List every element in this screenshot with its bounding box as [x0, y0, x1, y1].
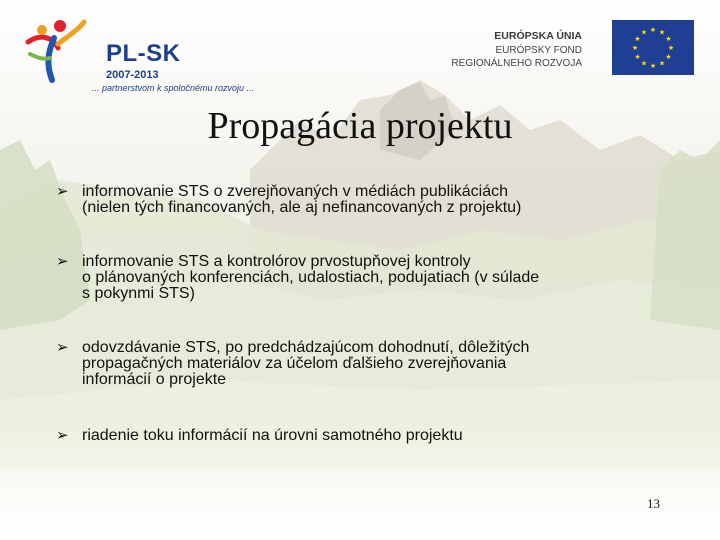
- svg-text:★: ★: [631, 44, 639, 52]
- svg-text:★: ★: [658, 59, 666, 68]
- svg-text:★: ★: [667, 44, 675, 52]
- bullet-line: informovanie STS a kontrolórov prvostupňovej kontroly: [82, 253, 471, 270]
- eu-logo: [450, 20, 700, 80]
- bullet-item: [56, 428, 463, 444]
- eu-line-3: REGIONÁLNEHO ROZVOJA: [451, 58, 582, 69]
- arrow-bullet-icon: ➢: [56, 183, 69, 200]
- svg-text:★: ★: [658, 28, 666, 37]
- arrow-bullet-icon: ➢: [56, 427, 69, 444]
- bullet-line: (nielen tých financovaných, ale aj nefinancovaných z projektu): [82, 199, 522, 216]
- svg-text:★: ★: [649, 62, 657, 70]
- arrow-bullet-icon: ➢: [56, 253, 69, 270]
- logo-years: 2007-2013: [106, 69, 159, 81]
- logo-title: PL-SK: [106, 40, 181, 67]
- arrow-bullet-icon: ➢: [56, 339, 69, 356]
- svg-text:★: ★: [665, 53, 672, 61]
- bullet-item: [56, 184, 521, 216]
- bullet-line: s pokynmi STS): [82, 285, 195, 302]
- svg-text:★: ★: [640, 28, 648, 37]
- bullet-line: o plánovaných konferenciách, udalostiach, podujatiach (v súlade: [82, 269, 540, 286]
- bullet-line: informácií o projekte: [82, 371, 227, 388]
- bullet-line: odovzdávanie STS, po predchádzajúcom dohodnutí, dôležitých: [82, 339, 530, 356]
- pl-sk-logo: [18, 14, 268, 93]
- pl-sk-emblem-icon: [18, 14, 88, 86]
- svg-text:★: ★: [634, 53, 641, 61]
- eu-line-1: EURÓPSKA ÚNIA: [494, 30, 582, 42]
- bullet-item: [56, 340, 529, 388]
- svg-text:★: ★: [634, 35, 641, 43]
- eu-line-2: EURÓPSKY FOND: [495, 45, 582, 56]
- logo-motto: ... partnerstvom k spoločnému rozvoju ...: [92, 83, 255, 93]
- bullet-line: propagačných materiálov za účelom ďalšieho zverejňovania: [82, 355, 507, 372]
- svg-text:★: ★: [665, 35, 672, 43]
- slide-title: Propagácia projektu: [207, 105, 513, 147]
- eu-flag-icon: [612, 20, 694, 75]
- bullet-line: riadenie toku informácií na úrovni samotného projektu: [82, 427, 463, 444]
- bullet-line: informovanie STS o zverejňovaných v médiách publikáciách: [82, 183, 508, 200]
- svg-text:★: ★: [649, 26, 657, 34]
- bullet-item: [56, 254, 539, 302]
- svg-text:★: ★: [640, 59, 648, 68]
- page-number: 13: [647, 496, 660, 511]
